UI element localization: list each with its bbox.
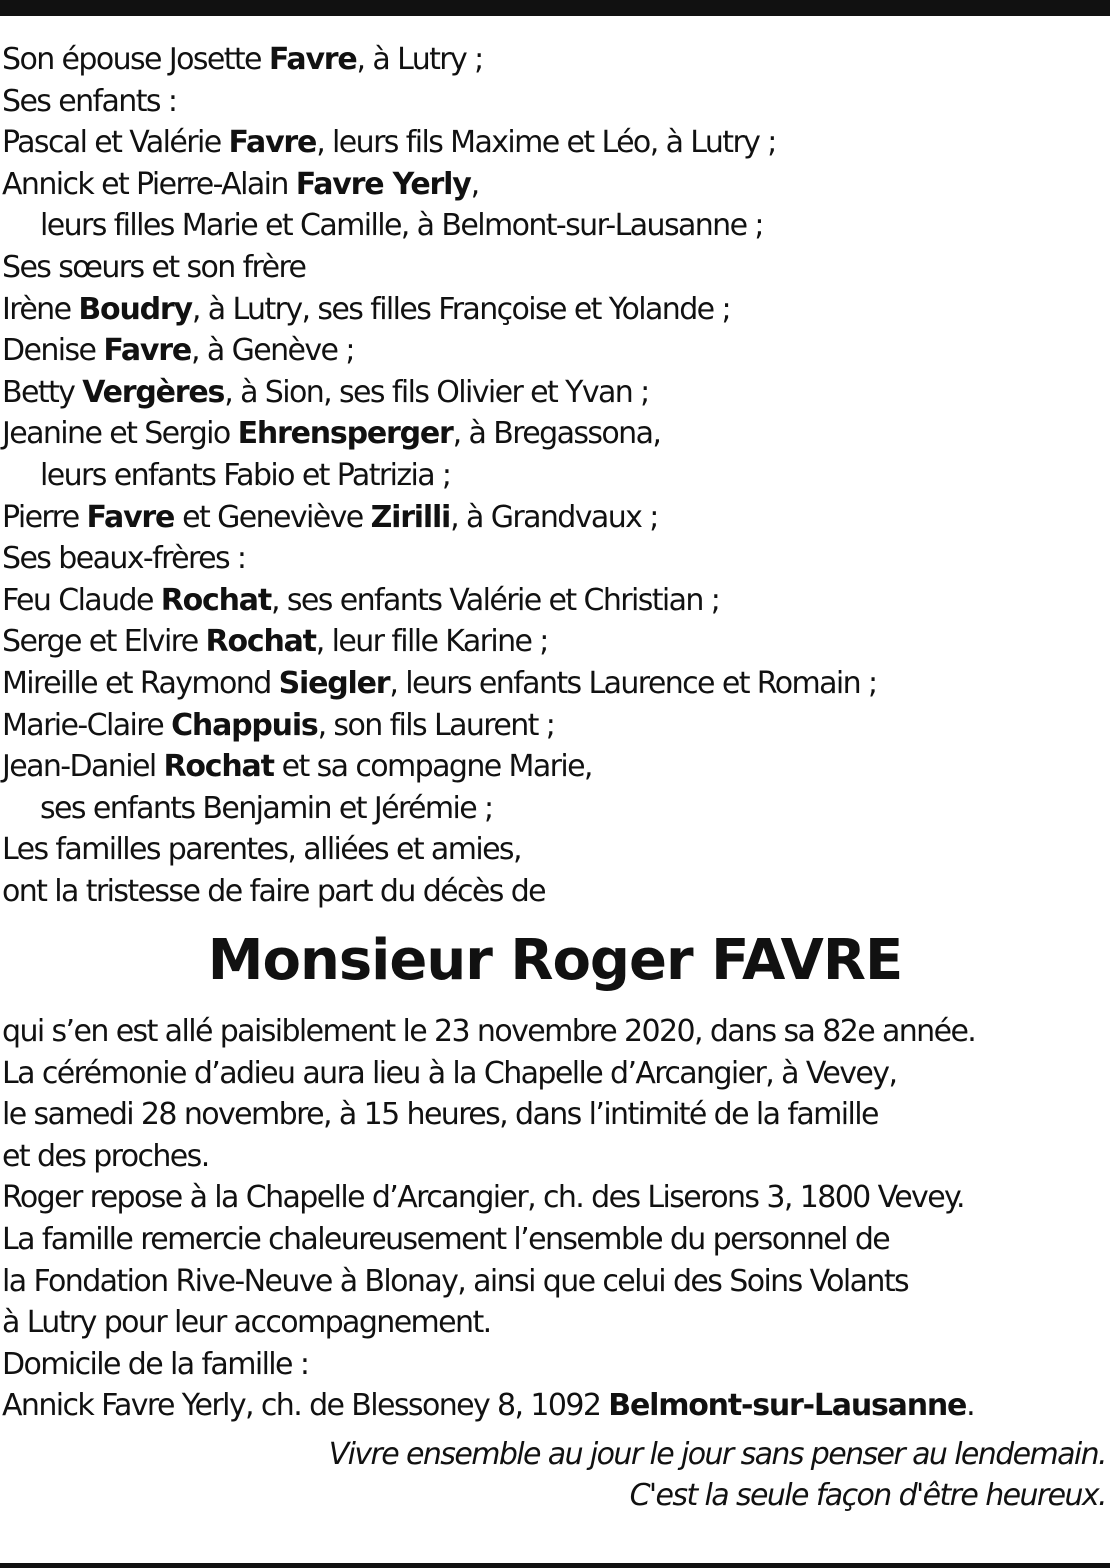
quote-line: C'est la seule façon d'être heureux. — [629, 1478, 1106, 1513]
bold-surname: Belmont-sur-Lausanne — [608, 1388, 967, 1424]
family-line: ont la tristesse de faire part du décès de — [2, 873, 546, 909]
family-line: Mireille et Raymond Siegler, leurs enfants Laurence et Romain ; — [2, 665, 877, 701]
details-list — [2, 1011, 1102, 1427]
family-line: Jean-Daniel Rochat et sa compagne Marie, — [2, 749, 592, 785]
detail-line: et des proches. — [2, 1138, 209, 1174]
quote-line: Vivre ensemble au jour le jour sans penser au lendemain. — [328, 1437, 1106, 1472]
family-list — [2, 39, 1102, 912]
detail-line: la Fondation Rive-Neuve à Blonay, ainsi que celui des Soins Volants — [2, 1263, 909, 1299]
bold-surname: Chappuis — [171, 707, 318, 743]
family-line: Denise Favre, à Genève ; — [2, 333, 354, 369]
bold-surname: Ehrensperger — [237, 416, 453, 452]
family-line: Feu Claude Rochat, ses enfants Valérie et Christian ; — [2, 582, 720, 618]
family-line-continued: leurs enfants Fabio et Patrizia ; — [40, 457, 451, 493]
family-line: Ses enfants : — [2, 83, 177, 119]
closing-quote — [329, 1434, 1106, 1516]
family-line-continued: ses enfants Benjamin et Jérémie ; — [40, 790, 493, 826]
bold-surname: Favre — [86, 499, 175, 535]
family-line-continued: leurs filles Marie et Camille, à Belmont-sur-Lausanne ; — [40, 208, 763, 244]
bold-surname: Siegler — [278, 665, 390, 701]
family-line: Jeanine et Sergio Ehrensperger, à Bregassona, — [2, 416, 661, 452]
family-line: Betty Vergères, à Sion, ses fils Olivier et Yvan ; — [2, 374, 649, 410]
bold-surname: Favre — [228, 125, 317, 161]
bold-surname: Vergères — [82, 374, 225, 410]
family-line: Marie-Claire Chappuis, son fils Laurent ; — [2, 707, 555, 743]
family-line: Son épouse Josette Favre, à Lutry ; — [2, 42, 483, 77]
detail-line: qui s’en est allé paisiblement le 23 novembre 2020, dans sa 82e année. — [2, 1014, 976, 1049]
family-line: Ses sœurs et son frère — [2, 249, 306, 285]
top-rule — [0, 0, 1110, 16]
detail-line: Annick Favre Yerly, ch. de Blessoney 8, 1092 Belmont-sur-Lausanne. — [2, 1388, 975, 1424]
bold-surname: Rochat — [160, 582, 271, 618]
family-line: Irène Boudry, à Lutry, ses filles Françoise et Yolande ; — [2, 291, 730, 327]
family-line: Pierre Favre et Geneviève Zirilli, à Grandvaux ; — [2, 499, 658, 535]
family-line: Serge et Elvire Rochat, leur fille Karine ; — [2, 624, 548, 660]
detail-line: à Lutry pour leur accompagnement. — [2, 1305, 491, 1341]
bold-surname: Zirilli — [370, 499, 451, 535]
bold-surname: Rochat — [163, 749, 274, 785]
bold-surname: Favre — [268, 42, 357, 77]
bold-surname: Rochat — [205, 624, 316, 660]
detail-line: La cérémonie d’adieu aura lieu à la Chapelle d’Arcangier, à Vevey, — [2, 1055, 897, 1091]
bottom-rule — [0, 1563, 1110, 1568]
family-line: Pascal et Valérie Favre, leurs fils Maxime et Léo, à Lutry ; — [2, 125, 776, 161]
detail-line: le samedi 28 novembre, à 15 heures, dans l’intimité de la famille — [2, 1097, 878, 1133]
deceased-name: Monsieur Roger FAVRE — [207, 928, 903, 993]
bold-surname: Favre Yerly — [295, 166, 471, 202]
detail-line: La famille remercie chaleureusement l’ensemble du personnel de — [2, 1221, 890, 1257]
family-line: Ses beaux-frères : — [2, 541, 246, 577]
detail-line: Domicile de la famille : — [2, 1346, 309, 1382]
family-line: Annick et Pierre-Alain Favre Yerly, — [2, 166, 479, 202]
family-line: Les familles parentes, alliées et amies, — [2, 832, 521, 868]
bold-surname: Boudry — [78, 291, 192, 327]
detail-line: Roger repose à la Chapelle d’Arcangier, ch. des Liserons 3, 1800 Vevey. — [2, 1180, 964, 1216]
bold-surname: Favre — [103, 333, 192, 369]
